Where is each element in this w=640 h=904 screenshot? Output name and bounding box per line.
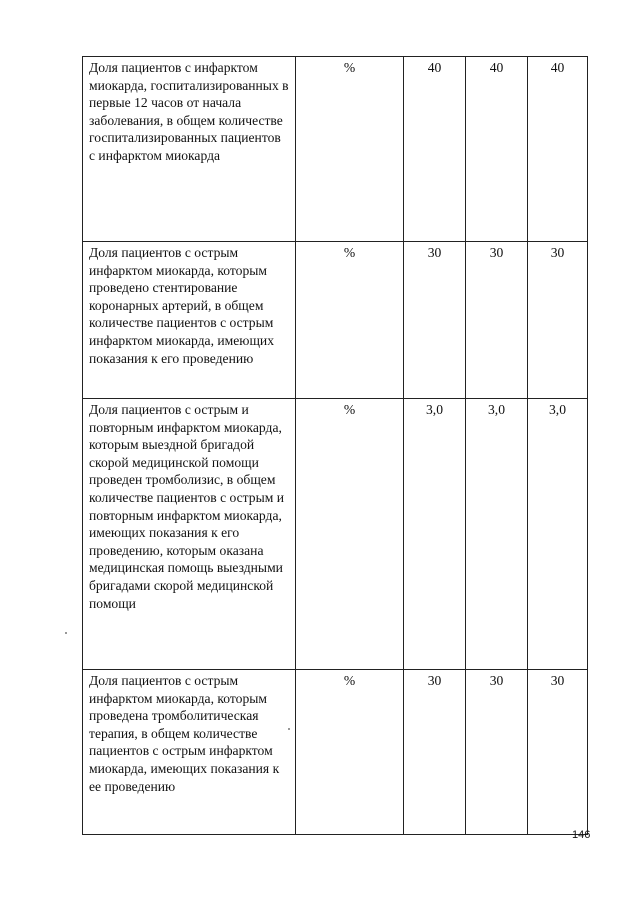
indicator-description: Доля пациентов с острым инфарктом миокарда, которым проведена тромболитическая терапия, в общем количестве пациентов с острым инфарктом миокарда, имеющих показания к ее проведению — [83, 670, 296, 835]
unit-cell: % — [296, 242, 404, 399]
value-cell: 30 — [404, 670, 466, 835]
value-cell: 30 — [404, 242, 466, 399]
value-cell: 40 — [466, 57, 528, 242]
indicator-description: Доля пациентов с острым инфарктом миокарда, которым проведено стентирование коронарных артерий, в общем количестве пациентов с острым инфарктом миокарда, имеющих показания к его проведению — [83, 242, 296, 399]
value-cell: 40 — [528, 57, 588, 242]
value-cell: 30 — [528, 670, 588, 835]
table-row — [83, 242, 588, 399]
unit-cell: % — [296, 399, 404, 670]
value-cell: 30 — [528, 242, 588, 399]
table-row — [83, 399, 588, 670]
value-cell: 3,0 — [404, 399, 466, 670]
indicator-description: Доля пациентов с острым и повторным инфарктом миокарда, которым выездной бригадой скорой медицинской помощи проведен тромболизис, в общем количестве пациентов с острым и повторным инфарктом миокарда, имеющих показания к его проведению, которым оказана медицинская помощь выездными бригадами скорой медицинской помощи — [83, 399, 296, 670]
indicators-table — [82, 56, 588, 835]
table-row — [83, 670, 588, 835]
scan-speck — [65, 632, 67, 634]
unit-cell: % — [296, 57, 404, 242]
value-cell: 30 — [466, 670, 528, 835]
unit-cell: % — [296, 670, 404, 835]
page-number: 146 — [572, 829, 591, 841]
value-cell: 40 — [404, 57, 466, 242]
scan-speck — [288, 728, 290, 730]
value-cell: 3,0 — [466, 399, 528, 670]
value-cell: 3,0 — [528, 399, 588, 670]
table-row — [83, 57, 588, 242]
indicator-description: Доля пациентов с инфарктом миокарда, госпитализированных в первые 12 часов от начала заболевания, в общем количестве госпитализированных пациентов с инфарктом миокарда — [83, 57, 296, 242]
value-cell: 30 — [466, 242, 528, 399]
